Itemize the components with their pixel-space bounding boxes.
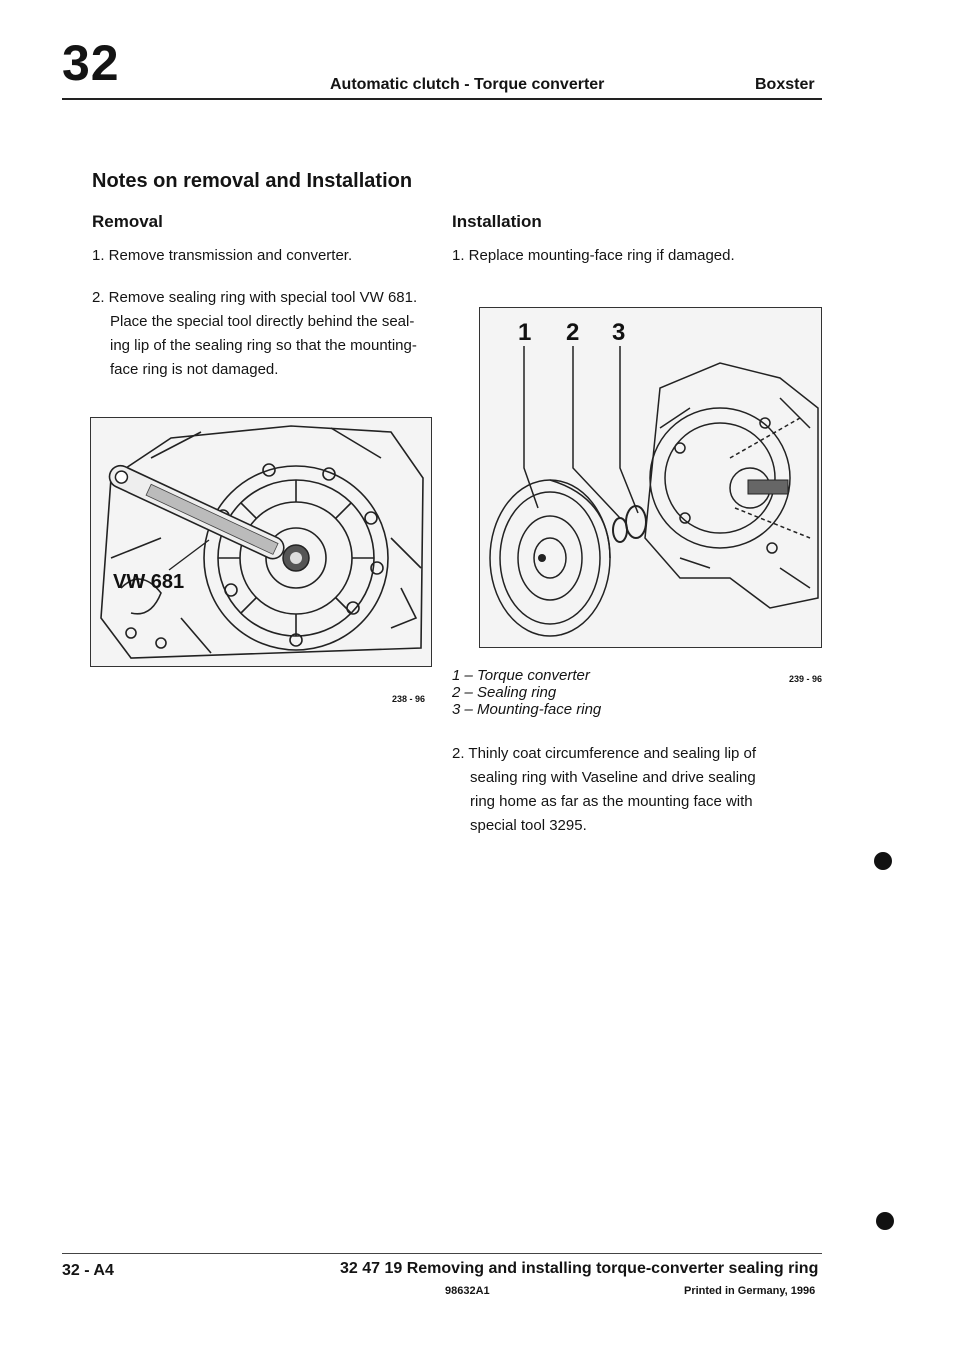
removal-figure (90, 417, 432, 667)
installation-step-2 (452, 742, 822, 838)
footer-title: 32 47 19 Removing and installing torque-converter sealing ring (340, 1260, 819, 1277)
removal-heading: Removal (92, 212, 163, 231)
removal-step-2 (92, 286, 442, 382)
removal-figure-code: 238 - 96 (392, 694, 426, 704)
callout-2: 2 (566, 319, 580, 346)
legend-item-sealing-ring: 2 – Sealing ring (452, 684, 557, 701)
removal-step-2-line-4: face ring is not damaged. (110, 361, 279, 378)
installation-step-1: 1. Replace mounting-face ring if damaged. (452, 247, 735, 264)
installation-heading: Installation (452, 212, 542, 231)
chapter-number: 32 (62, 35, 120, 91)
legend-item-torque-converter: 1 – Torque converter (452, 667, 590, 684)
installation-figure (479, 307, 822, 648)
footer-page-number: 32 - A4 (62, 1262, 114, 1279)
removal-figure-drawing (91, 418, 431, 666)
callout-3: 3 (612, 319, 626, 346)
header-title: Automatic clutch - Torque converter (330, 76, 605, 93)
footer-printed: Printed in Germany, 1996 (684, 1285, 816, 1297)
header-divider (62, 98, 822, 100)
installation-figure-drawing (480, 308, 821, 647)
footer-divider (62, 1253, 822, 1254)
callout-1: 1 (518, 319, 532, 346)
removal-step-1: 1. Remove transmission and converter. (92, 247, 353, 264)
section-heading: Notes on removal and Installation (92, 170, 413, 192)
installation-step-2-line-4: special tool 3295. (470, 817, 587, 834)
installation-step-2-line-3: ring home as far as the mounting face with (470, 793, 753, 810)
binder-hole-mark (874, 852, 892, 870)
removal-step-2-line-3: ing lip of the sealing ring so that the mounting- (110, 337, 417, 354)
header-model: Boxster (755, 76, 815, 93)
removal-step-2-line-1: 2. Remove sealing ring with special tool VW 681. (92, 289, 418, 306)
footer-doc-number: 98632A1 (445, 1285, 490, 1297)
binder-hole-mark (876, 1212, 894, 1230)
legend-item-mounting-face-ring: 3 – Mounting-face ring (452, 701, 602, 718)
installation-step-2-line-1: 2. Thinly coat circumference and sealing lip of (452, 745, 757, 762)
installation-step-2-line-2: sealing ring with Vaseline and drive sealing (470, 769, 756, 786)
removal-step-2-line-2: Place the special tool directly behind the seal- (110, 313, 415, 330)
installation-figure-code: 239 - 96 (789, 674, 823, 684)
tool-label: VW 681 (113, 571, 185, 593)
